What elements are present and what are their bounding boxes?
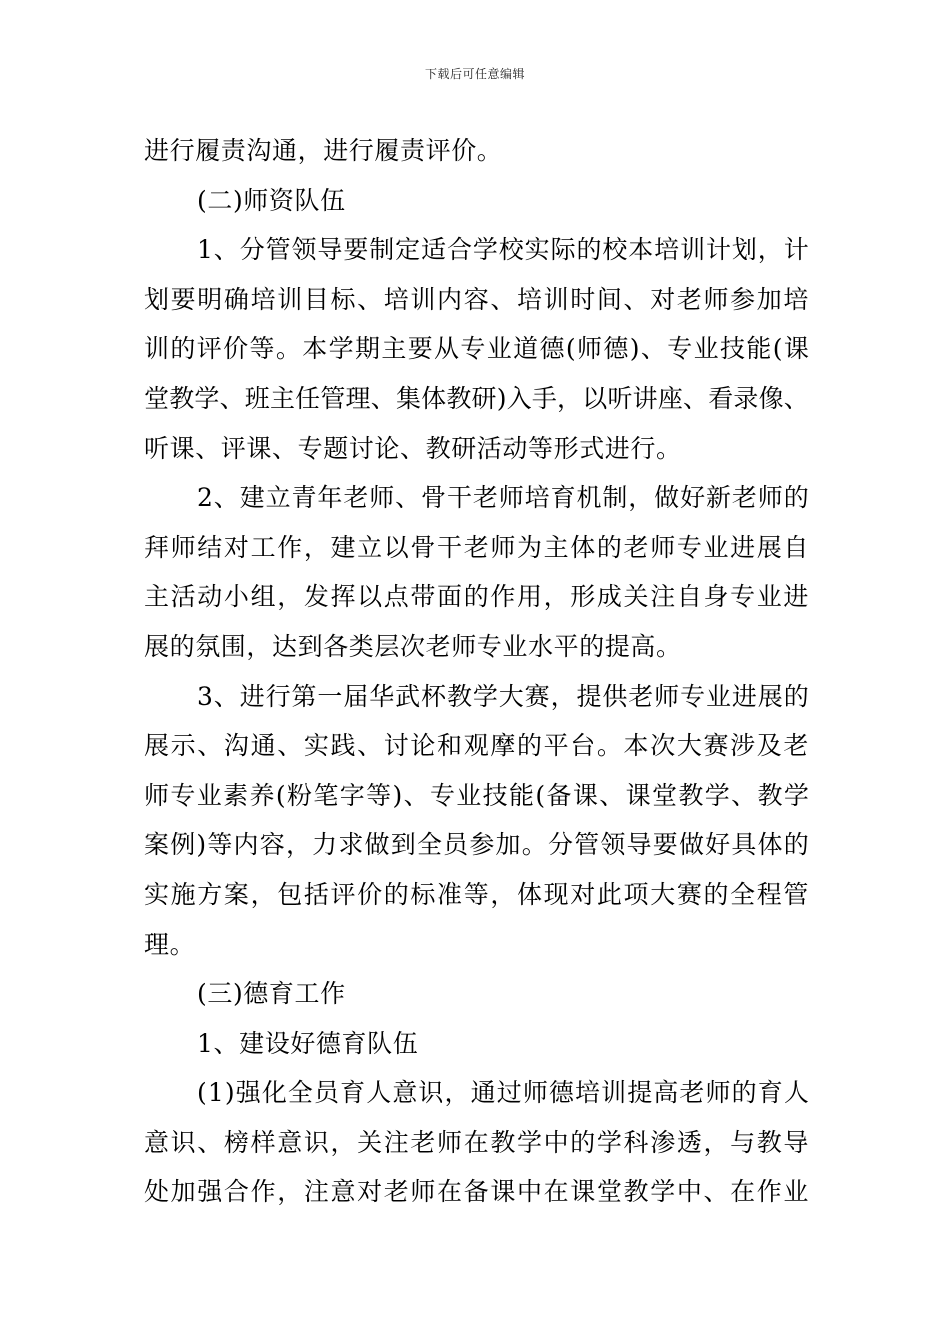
text-line: 堂教学、班主任管理、集体教研)入手，以听讲座、看录像、 [144, 383, 809, 413]
subsection-heading: 1、建设好德育队伍 [197, 1028, 419, 1058]
text-line: 拜师结对工作，建立以骨干老师为主体的老师专业进展自 [144, 532, 811, 562]
text-line: 理。 [144, 929, 196, 959]
page-header-note: 下载后可任意编辑 [424, 67, 525, 81]
text-line: (1)强化全员育人意识，通过师德培训提高老师的育人 [197, 1078, 810, 1108]
document-body [144, 126, 809, 1217]
text-line: 2、建立青年老师、骨干老师培育机制，做好新老师的 [197, 483, 810, 513]
text-line: 主活动小组，发挥以点带面的作用，形成关注自身专业进 [144, 582, 811, 612]
text-line: 师专业素养(粉笔字等)、专业技能(备课、课堂教学、教学 [144, 780, 811, 810]
section-heading: (三)德育工作 [197, 979, 346, 1009]
text-line: 训的评价等。本学期主要从专业道德(师德)、专业技能(课 [144, 334, 811, 364]
text-line: 案例)等内容，力求做到全员参加。分管领导要做好具体的 [144, 830, 810, 860]
text-line: 展的氛围，达到各类层次老师专业水平的提高。 [144, 631, 682, 661]
text-line: 听课、评课、专题讨论、教研活动等形式进行。 [144, 433, 682, 463]
text-line: 1、分管领导要制定适合学校实际的校本培训计划，计 [197, 235, 810, 265]
text-line: 进行履责沟通，进行履责评价。 [144, 136, 503, 165]
text-line: 实施方案，包括评价的标准等，体现对此项大赛的全程管 [144, 879, 811, 909]
text-line: 3、进行第一届华武杯教学大赛，提供老师专业进展的 [197, 681, 810, 711]
text-line: 展示、沟通、实践、讨论和观摩的平台。本次大赛涉及老 [144, 731, 811, 761]
text-line: 划要明确培训目标、培训内容、培训时间、对老师参加培 [144, 284, 811, 314]
text-line: 处加强合作，注意对老师在备课中在课堂教学中、在作业 [144, 1177, 811, 1207]
text-line: 意识、榜样意识，关注老师在教学中的学科渗透，与教导 [144, 1127, 811, 1157]
section-heading: (二)师资队伍 [197, 185, 346, 215]
